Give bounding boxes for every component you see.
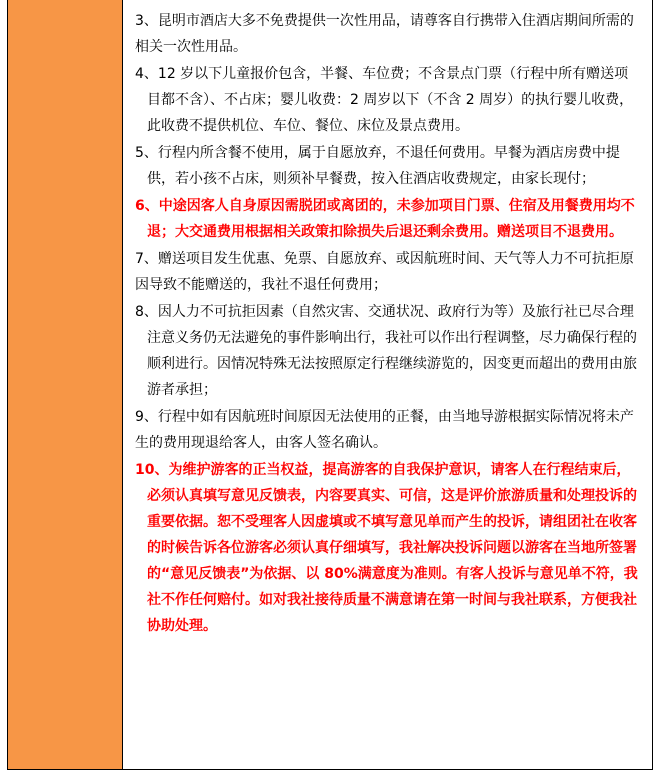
note-item-8: 8、因人力不可抗拒因素（自然灾害、交通状况、政府行为等）及旅行社已尽合理注意义务仍无法避免的事件影响出行，我社可以作出行程调整，尽力确保行程的顺利进行。因情况特殊无法按照原定行程继续游览的，因变更而超出的费用由旅游者承担； (135, 304, 637, 398)
note-item-7: 7、赠送项目发生优惠、免票、自愿放弃、或因航班时间、天气等人力不可抗拒原因导致不能赠送的，我社不退任何费用； (135, 251, 634, 293)
note-item-4: 4、12 岁以下儿童报价包含，半餐、车位费；不含景点门票（行程中所有赠送项目都不含）、不占床；婴儿收费：2 周岁以下（不含 2 周岁）的执行婴儿收费，此收费不提供机位、车位、餐位、床位及景点费用。 (135, 66, 634, 134)
notes-content (123, 0, 652, 769)
note-item-10: 10、为维护游客的正当权益，提高游客的自我保护意识，请客人在行程结束后，必须认真填写意见反馈表，内容要真实、可信，这是评价旅游质量和处理投诉的重要依据。恕不受理客人因虚填或不填写意见单而产生的投诉，请组团社在收客的时候告诉各位游客必须认真仔细填写，我社解决投诉问题以游客在当地所签署的“意见反馈表”为依据、以 80%满意度为准则。有客人投诉与意见单不符，我社不作任何赔付。如对我社接待质量不满意请在第一时间与我社联系，方便我社协助处理。 (135, 462, 638, 634)
note-item-3: 3、昆明市酒店大多不免费提供一次性用品，请尊客自行携带入住酒店期间所需的相关一次性用品。 (135, 13, 634, 55)
note-item-6: 6、中途因客人自身原因需脱团或离团的，未参加项目门票、住宿及用餐费用均不退；大交通费用根据相关政策扣除损失后退还剩余费用。赠送项目不退费用。 (135, 198, 635, 240)
note-item-5: 5、行程内所含餐不使用，属于自愿放弃，不退任何费用。早餐为酒店房费中提供，若小孩不占床，则须补早餐费，按入住酒店收费规定，由家长现付； (135, 145, 620, 187)
label-column (8, 0, 123, 769)
note-item-9: 9、行程中如有因航班时间原因无法使用的正餐，由当地导游根据实际情况将未产生的费用现退给客人，由客人签名确认。 (135, 409, 634, 451)
notes-table (7, 0, 653, 770)
